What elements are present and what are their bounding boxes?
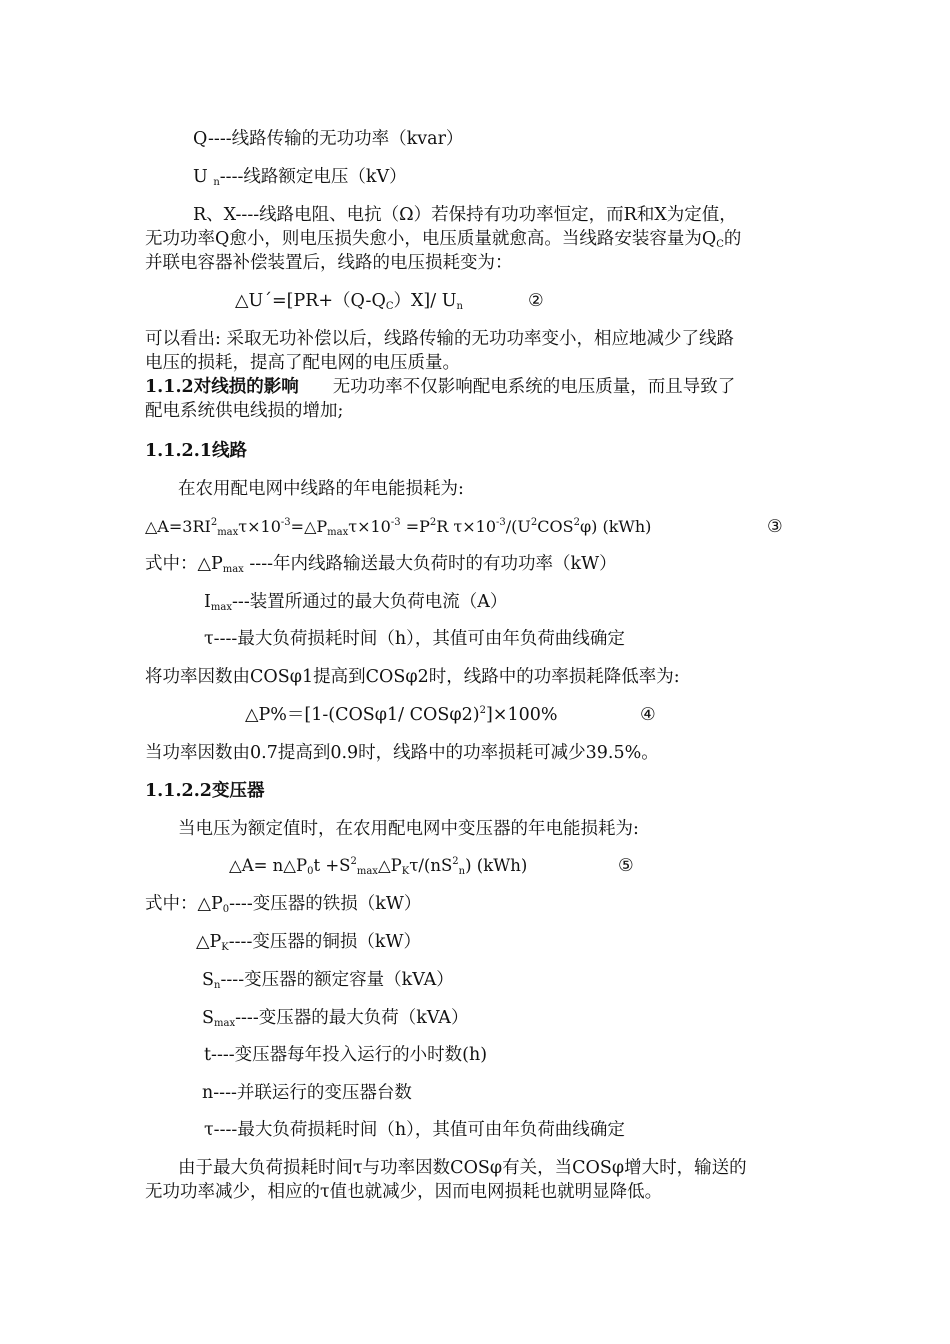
formula-5-sub4: n xyxy=(458,866,466,877)
formula-5-b: t +S xyxy=(313,856,351,875)
para3 xyxy=(178,477,464,501)
var-5 xyxy=(204,1043,487,1067)
formula-5-sub1: 0 xyxy=(307,866,314,877)
var-3 xyxy=(202,968,454,992)
var-7 xyxy=(204,1118,625,1142)
where-2-a: I xyxy=(204,592,211,612)
section-112-line2-text: 配电系统供电线损的增加; xyxy=(145,401,344,421)
para1-line2-sub: C xyxy=(716,239,724,250)
var-2-sub: K xyxy=(221,942,229,953)
var-2 xyxy=(196,930,421,954)
para1-line3 xyxy=(145,251,513,275)
var-1-a: 式中：△P xyxy=(145,894,223,914)
def-un-symbol: U xyxy=(193,167,214,187)
formula-2-num: ② xyxy=(528,291,544,311)
def-un-sub: n xyxy=(213,177,220,188)
formula-2-sub1: C xyxy=(385,301,394,312)
var-2-b: ----变压器的铜损（kW） xyxy=(228,932,421,952)
formula-3-f: R τ×10 xyxy=(436,517,496,536)
formula-3-sup6: 2 xyxy=(530,517,538,528)
section-112-line2 xyxy=(145,399,343,423)
para5-text: 当功率因数由0.7提高到0.9时，线路中的功率损耗可减少39.5%。 xyxy=(145,743,659,763)
para2-line2 xyxy=(145,351,460,375)
formula-3-i: φ) (kWh) xyxy=(579,517,652,536)
section-1122-heading xyxy=(145,779,264,803)
formula-4 xyxy=(245,703,557,727)
formula-3 xyxy=(145,515,651,539)
formula-4-a: △P%＝[1-(COSφ1/ COSφ2) xyxy=(245,705,480,725)
where-3 xyxy=(204,627,625,651)
formula-3-sub2: max xyxy=(327,527,349,538)
formula-5-sup2: 2 xyxy=(452,856,459,867)
para7-line1 xyxy=(178,1156,747,1180)
formula-3-a: △A=3RI xyxy=(145,517,211,536)
formula-4-b: ]×100% xyxy=(485,705,558,725)
formula-4-number xyxy=(640,703,656,727)
formula-3-number xyxy=(767,515,783,539)
formula-5-d: τ/(nS xyxy=(409,856,453,875)
formula-2-b: ）X]/ U xyxy=(393,291,457,311)
var-4-a: S xyxy=(202,1008,214,1028)
def-q xyxy=(193,127,463,151)
section-1121-title: 1.1.2.1线路 xyxy=(145,441,247,461)
para1-line3-text: 并联电容器补偿装置后，线路的电压损耗变为： xyxy=(145,253,513,273)
formula-3-c: =△P xyxy=(290,517,328,536)
para7-line2 xyxy=(145,1180,662,1204)
formula-3-e: =P xyxy=(400,517,430,536)
where-2-b: ---装置所通过的最大负荷电流（A） xyxy=(232,592,508,612)
formula-3-sup2: -3 xyxy=(280,517,291,528)
var-1-sub: 0 xyxy=(222,904,230,915)
def-un xyxy=(193,165,407,189)
formula-3-d: τ×10 xyxy=(348,517,391,536)
formula-3-b: τ×10 xyxy=(238,517,281,536)
where-1 xyxy=(145,552,617,576)
formula-3-sup1: 2 xyxy=(210,517,218,528)
var-4 xyxy=(202,1006,468,1030)
formula-4-num: ④ xyxy=(640,705,656,725)
para1-line2-end: 的 xyxy=(723,229,742,249)
formula-3-num: ③ xyxy=(767,517,783,537)
def-q-text: Q----线路传输的无功功率（kvar） xyxy=(193,129,464,149)
formula-5-c: △P xyxy=(377,856,402,875)
where-1-b: ----年内线路输送最大负荷时的有功功率（kW） xyxy=(243,554,617,574)
var-3-sub: n xyxy=(214,980,221,991)
para1-line2-text: 无功功率Q愈小，则电压损失愈小，电压质量就愈高。当线路安装容量为Q xyxy=(145,229,717,249)
formula-3-sup3: -3 xyxy=(390,517,401,528)
formula-2-sub2: n xyxy=(456,301,463,312)
formula-4-sup: 2 xyxy=(479,705,486,716)
where-2 xyxy=(204,590,507,614)
formula-3-sub1: max xyxy=(217,527,239,538)
var-1-b: ----变压器的铁损（kW） xyxy=(229,894,422,914)
para6-text: 当电压为额定值时，在农用配电网中变压器的年电能损耗为: xyxy=(178,819,639,839)
para6 xyxy=(178,817,639,841)
where-1-sub: max xyxy=(222,564,244,575)
formula-5 xyxy=(229,854,527,878)
formula-3-sup5: -3 xyxy=(496,517,506,528)
para2-line2-text: 电压的损耗，提高了配电网的电压质量。 xyxy=(145,353,460,373)
var-2-a: △P xyxy=(196,932,222,952)
formula-5-sup1: 2 xyxy=(350,856,357,867)
section-1121-heading xyxy=(145,439,247,463)
para2-line1-text: 可以看出: 采取无功补偿以后，线路传输的无功功率变小，相应地减少了线路 xyxy=(145,329,734,349)
para1-line1-text: R、X----线路电阻、电抗（Ω）若保持有功功率恒定，而R和X为定值， xyxy=(193,205,737,225)
para3-text: 在农用配电网中线路的年电能损耗为: xyxy=(178,479,464,499)
var-4-sub: max xyxy=(214,1018,236,1029)
var-5-text: t----变压器每年投入运行的小时数(h) xyxy=(204,1045,488,1065)
section-1122-title: 1.1.2.2变压器 xyxy=(145,781,265,801)
var-4-b: ----变压器的最大负荷（kVA） xyxy=(235,1008,469,1028)
def-un-text: ----线路额定电压（kV） xyxy=(219,167,407,187)
var-6-text: n----并联运行的变压器台数 xyxy=(202,1083,412,1103)
var-3-b: ----变压器的额定容量（kVA） xyxy=(220,970,454,990)
var-7-text: τ----最大负荷损耗时间（h），其值可由年负荷曲线确定 xyxy=(204,1120,625,1140)
para1-line2 xyxy=(145,227,741,251)
formula-2-number xyxy=(528,289,544,313)
where-2-sub: max xyxy=(210,602,233,613)
formula-5-number xyxy=(618,854,634,878)
var-3-a: S xyxy=(202,970,214,990)
formula-3-h: COS xyxy=(537,517,574,536)
formula-3-sup4: 2 xyxy=(429,517,437,528)
para4 xyxy=(145,665,680,689)
formula-2-a: △U´=[PR+（Q-Q xyxy=(235,291,386,311)
formula-2 xyxy=(235,289,463,313)
formula-5-a: △A= n△P xyxy=(229,856,308,875)
para5 xyxy=(145,741,659,765)
section-112-text: 无功功率不仅影响配电系统的电压质量，而且导致了 xyxy=(332,377,736,397)
para1-line1 xyxy=(193,203,737,227)
where-3-text: τ----最大负荷损耗时间（h），其值可由年负荷曲线确定 xyxy=(204,629,625,649)
var-1 xyxy=(145,892,421,916)
where-1-a: 式中：△P xyxy=(145,554,223,574)
section-112-title: 1.1.2对线损的影响 xyxy=(145,377,299,397)
formula-3-g: /(U xyxy=(505,517,531,536)
formula-5-e: ) (kWh) xyxy=(465,856,528,875)
var-6 xyxy=(202,1081,412,1105)
formula-5-num: ⑤ xyxy=(618,856,634,876)
para4-text: 将功率因数由COSφ1提高到COSφ2时，线路中的功率损耗降低率为: xyxy=(145,667,680,687)
formula-5-sub2: max xyxy=(356,866,378,877)
formula-3-sup7: 2 xyxy=(573,517,580,528)
section-112 xyxy=(145,375,735,399)
formula-5-sub3: K xyxy=(401,866,410,877)
para2-line1 xyxy=(145,327,734,351)
para7-line1-text: 由于最大负荷损耗时间τ与功率因数COSφ有关，当COSφ增大时，输送的 xyxy=(178,1158,747,1178)
para7-line2-text: 无功功率减少，相应的τ值也就减少，因而电网损耗也就明显降低。 xyxy=(145,1182,663,1202)
